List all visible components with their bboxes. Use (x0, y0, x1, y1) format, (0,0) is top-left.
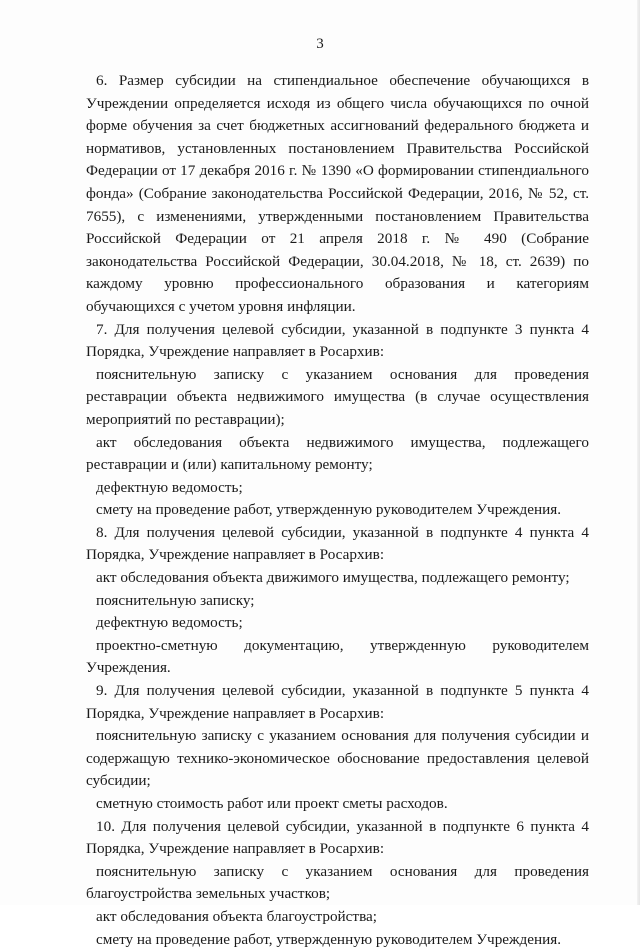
paragraph-7-item-2: акт обследования объекта недвижимого имущества, подлежащего реставрации и (или) капитальному ремонту; (86, 433, 589, 474)
paragraph-8: 8. Для получения целевой субсидии, указанной в подпункте 4 пункта 4 Порядка, Учреждение направляет в Росархив: (86, 523, 589, 564)
paragraph-9-item-1: пояснительную записку с указанием основания для получения субсидии и содержащую технико-экономическое обоснование предоставления целевой субсидии; (86, 727, 589, 790)
paragraph-8-item-2: пояснительную записку; (96, 591, 255, 609)
paragraph-10-item-2: акт обследования объекта благоустройства; (96, 907, 377, 925)
paragraph-10-item-1: пояснительную записку с указанием основания для проведения благоустройства земельных участков; (86, 862, 589, 903)
paragraph-9: 9. Для получения целевой субсидии, указанной в подпункте 5 пункта 4 Порядка, Учреждение направляет в Росархив: (86, 682, 589, 722)
paragraph-7: 7. Для получения целевой субсидии, указанной в подпункте 3 пункта 4 Порядка, Учреждение направляет в Росархив: (86, 320, 589, 361)
document-body (86, 70, 589, 951)
paragraph-7-item-3: дефектную ведомость; (96, 478, 243, 496)
paragraph-8-item-1: акт обследования объекта движимого имущества, подлежащего ремонту; (96, 569, 570, 587)
paragraph-10-item-3: смету на проведение работ, утвержденную руководителем Учреждения. (96, 930, 562, 948)
paragraph-10: 10. Для получения целевой субсидии, указанной в подпункте 6 пункта 4 Порядка, Учреждение направляет в Росархив: (86, 817, 589, 858)
paragraph-7-item-4: смету на проведение работ, утвержденную руководителем Учреждения. (96, 501, 562, 519)
paragraph-8-item-4: проектно-сметную документацию, утвержденную руководителем Учреждения. (86, 636, 589, 677)
paragraph-7-item-1: пояснительную записку с указанием основания для проведения реставрации объекта недвижимого имущества (в случае осуществления мероприятий по реставрации); (86, 365, 589, 428)
paragraph-8-item-3: дефектную ведомость; (96, 614, 243, 632)
paragraph-6: 6. Размер субсидии на стипендиальное обеспечение обучающихся в Учреждении определяется исходя из общего числа обучающихся по очной форме обучения за счет бюджетных ассигнований федерального бюджета и нормативов, установленных постановлением Правительства Российской Федерации от 17 декабря 2016 г. № 1390 «О формировании стипендиального фонда» (Собрание законодательства Российской Федерации, 2016, № 52, ст. 7655), с изменениями, утвержденными постановлением Правительства Российской Федерации от 21 апреля 2018 г. № 490 (Собрание законодательства Российской Федерации, 30.04.2018, № 18, ст. 2639) по каждому уровню профессионального образования и категориям обучающихся с учетом уровня инфляции. (86, 72, 589, 315)
paragraph-9-item-2: сметную стоимость работ или проект сметы расходов. (96, 795, 448, 812)
page-number: 3 (316, 36, 324, 52)
